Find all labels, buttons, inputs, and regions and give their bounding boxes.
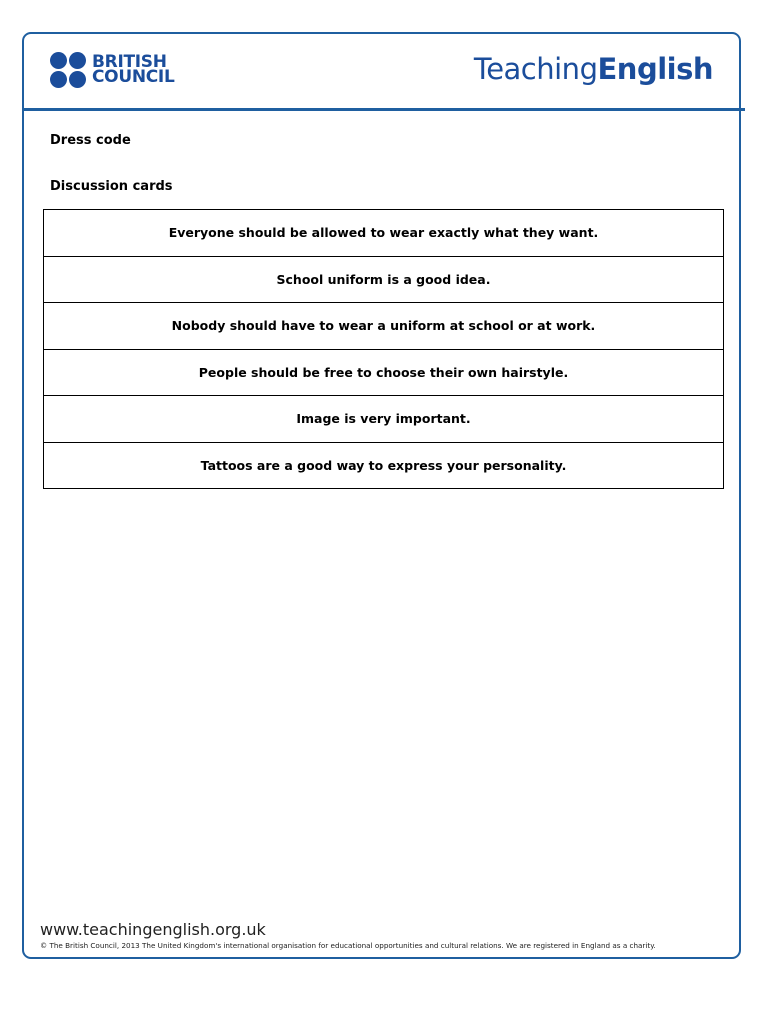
footer-url[interactable]: www.teachingenglish.org.uk	[40, 920, 266, 939]
card-row	[44, 349, 724, 396]
section-heading: Discussion cards	[50, 179, 173, 194]
card-row	[44, 396, 724, 443]
page-frame	[22, 32, 741, 959]
te-logo-light: Teaching	[473, 52, 598, 86]
card-row	[44, 303, 724, 350]
british-council-logo	[50, 52, 175, 88]
british-council-dots-icon	[50, 52, 88, 88]
bc-logo-line2: COUNCIL	[92, 67, 175, 87]
british-council-wordmark	[92, 52, 175, 87]
discussion-card: Tattoos are a good way to express your personality.	[44, 442, 724, 489]
card-row	[44, 442, 724, 489]
discussion-card: School uniform is a good idea.	[44, 256, 724, 303]
te-logo-bold: English	[597, 52, 713, 86]
discussion-card: Everyone should be allowed to wear exactly what they want.	[44, 210, 724, 257]
bc-logo-line1: BRITISH	[92, 52, 167, 72]
discussion-card: Image is very important.	[44, 396, 724, 443]
document-title: Dress code	[50, 133, 131, 148]
card-row	[44, 210, 724, 257]
discussion-card: People should be free to choose their own hairstyle.	[44, 349, 724, 396]
card-row	[44, 256, 724, 303]
header-divider	[22, 108, 745, 111]
discussion-card: Nobody should have to wear a uniform at school or at work.	[44, 303, 724, 350]
footer-copyright: © The British Council, 2013 The United Kingdom's international organisation for educational opportunities and cultural relations. We are registered in England as a charity.	[40, 941, 656, 950]
teaching-english-logo	[474, 52, 713, 86]
discussion-cards-table	[43, 209, 724, 489]
